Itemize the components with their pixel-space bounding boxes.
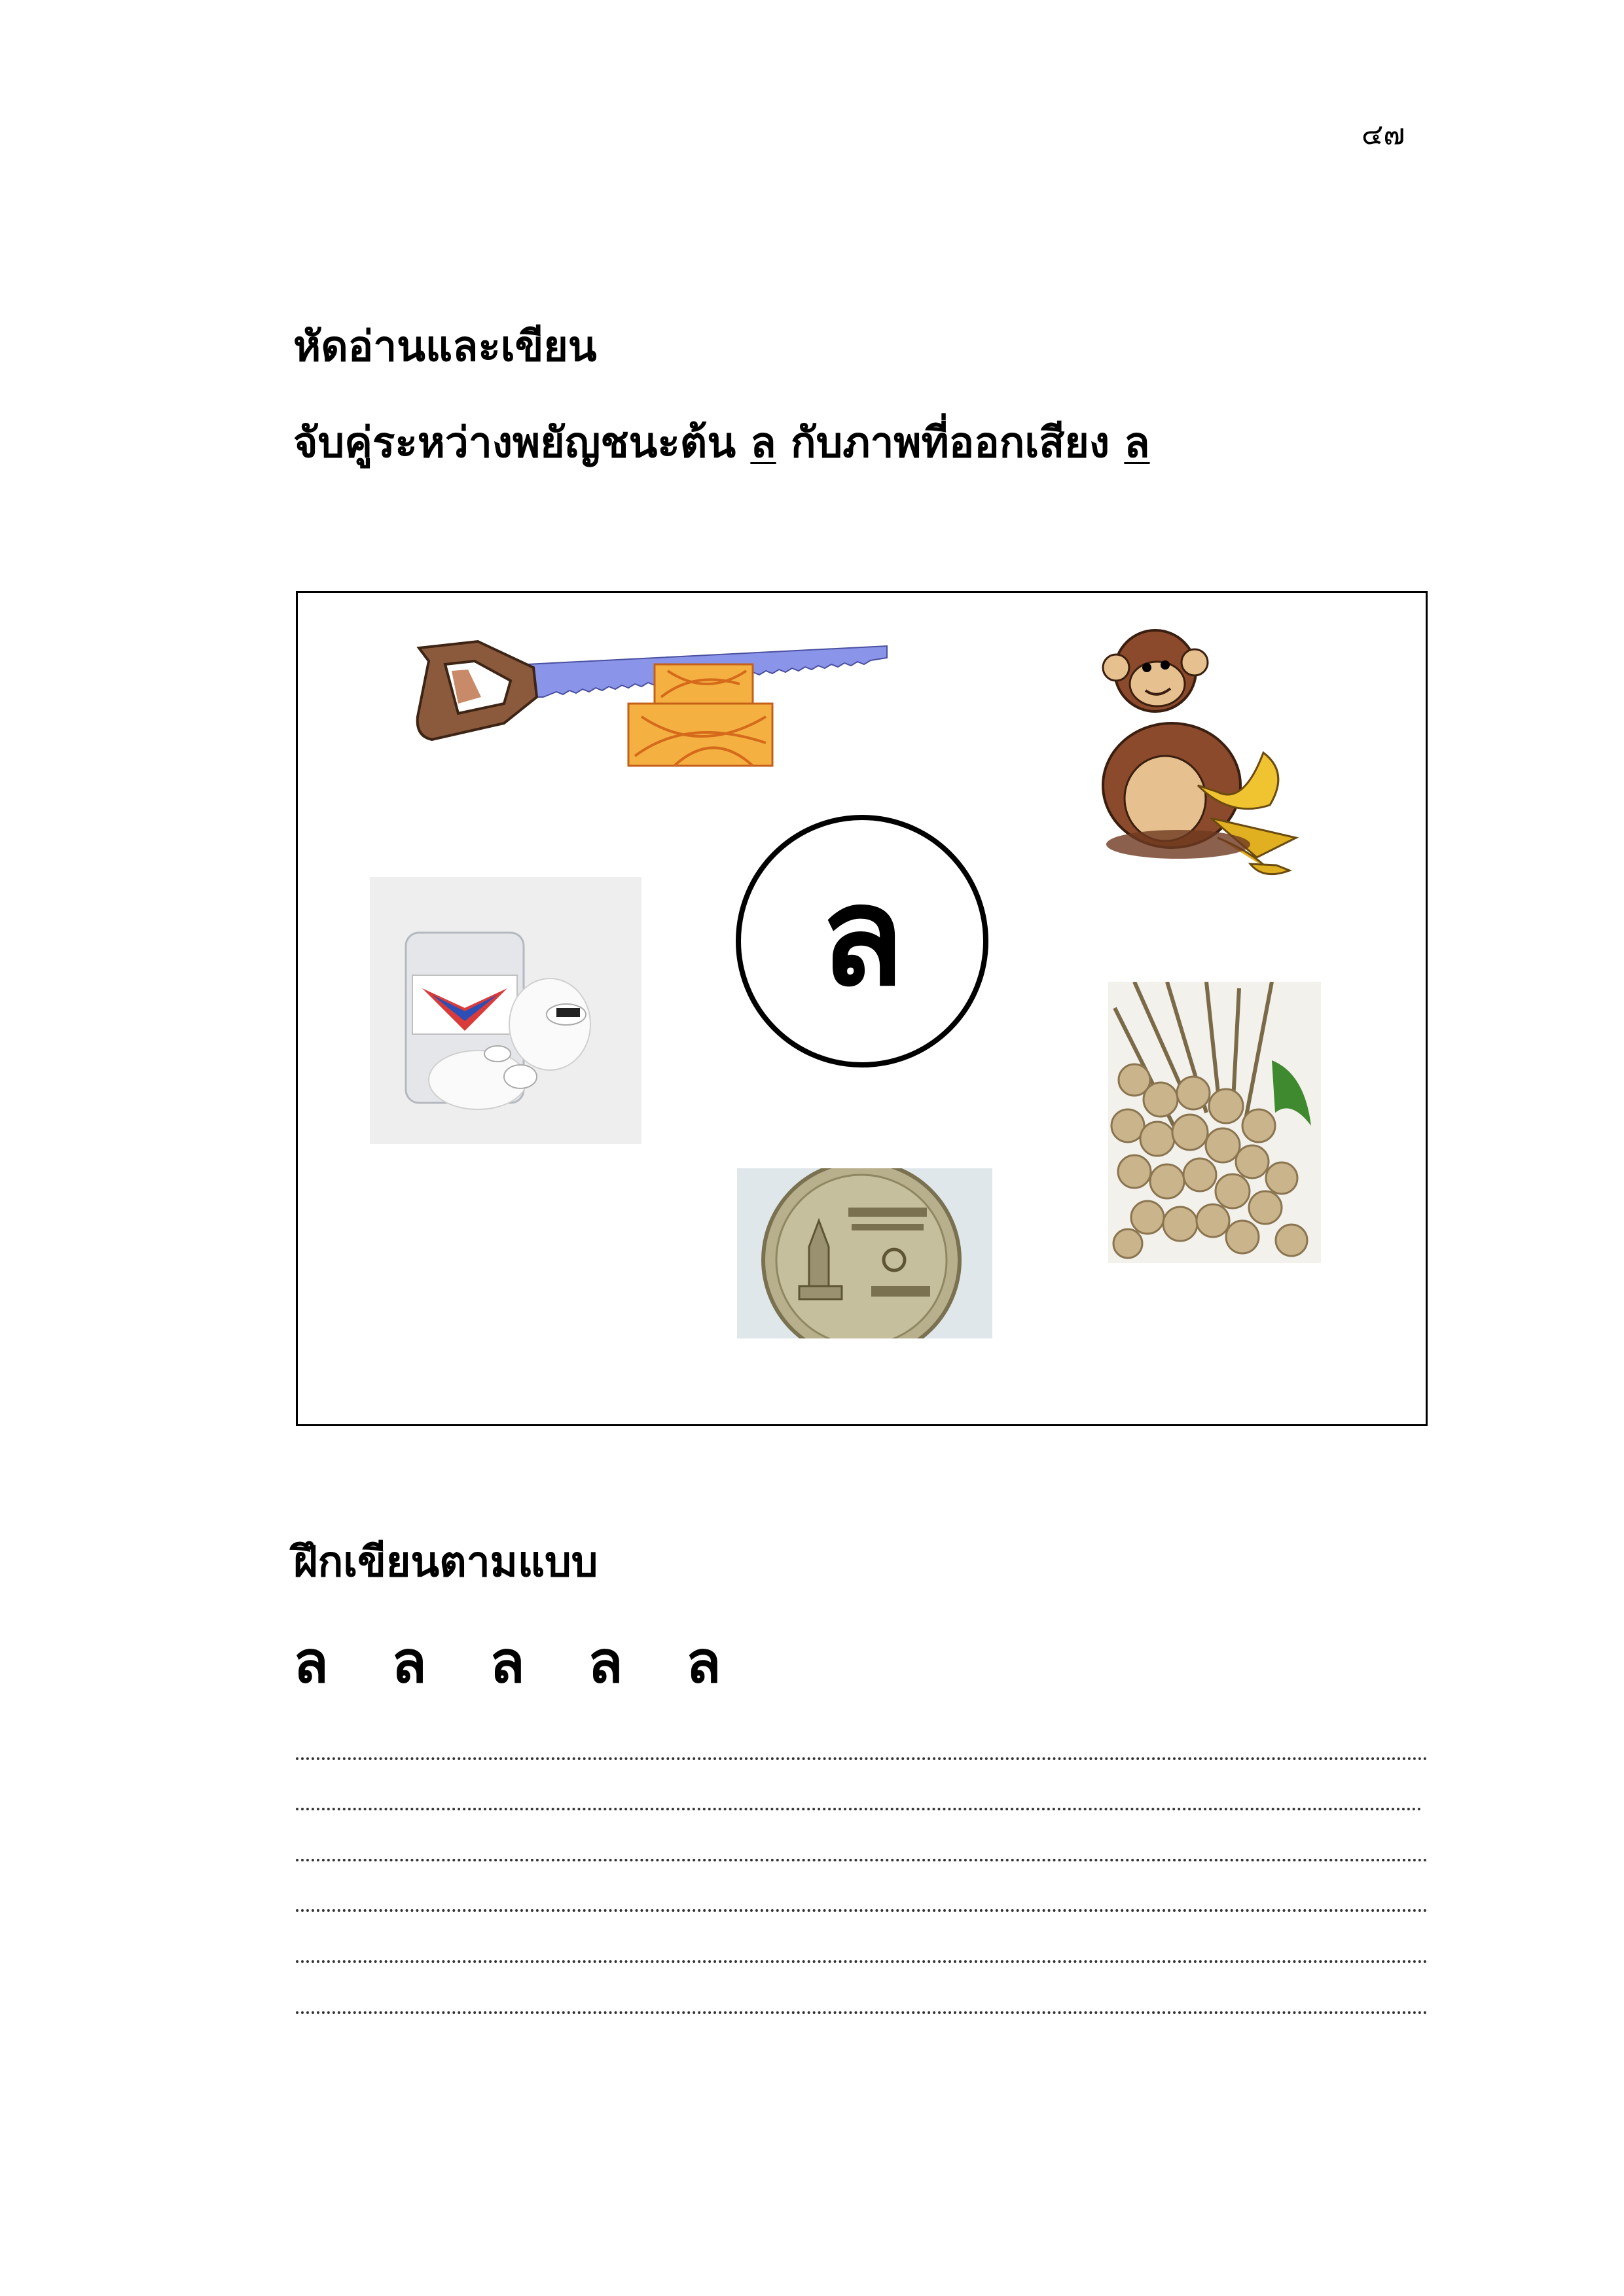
writing-line[interactable] (296, 2011, 1428, 2014)
center-letter-circle (736, 815, 988, 1067)
instruction-prefix: จับคู่ระหว่างพยัญชนะต้น (293, 418, 751, 467)
model-letter: ล (685, 1628, 721, 1696)
model-letter: ล (293, 1628, 329, 1696)
model-letter: ล (587, 1628, 623, 1696)
practice-heading: ฝึกเขียนตามแบบ (293, 1537, 598, 1587)
model-letter: ล (391, 1628, 427, 1696)
coin-image (737, 1168, 992, 1338)
instruction-middle: กับภาพที่ออกเสียง (776, 418, 1125, 467)
center-letter: ล (820, 855, 905, 1016)
model-letter-row (293, 1628, 721, 1696)
instruction-letter-1: ล (750, 418, 776, 467)
monkey-image (1100, 622, 1316, 884)
writing-line[interactable] (296, 1909, 1428, 1912)
writing-line[interactable] (296, 1859, 1428, 1861)
saw-and-wood-image (412, 632, 897, 782)
instruction-match (293, 409, 1150, 476)
title-read-write: หัดอ่านและเขียน (293, 322, 597, 371)
writing-line[interactable] (296, 1960, 1428, 1963)
shuttlecock-image (370, 877, 641, 1144)
writing-line[interactable] (296, 1757, 1428, 1760)
model-letter: ล (489, 1628, 525, 1696)
longan-image (1108, 982, 1321, 1263)
instruction-letter-2: ล (1124, 418, 1150, 467)
writing-line[interactable] (296, 1808, 1422, 1810)
page-number: ๔๗ (1362, 118, 1405, 151)
